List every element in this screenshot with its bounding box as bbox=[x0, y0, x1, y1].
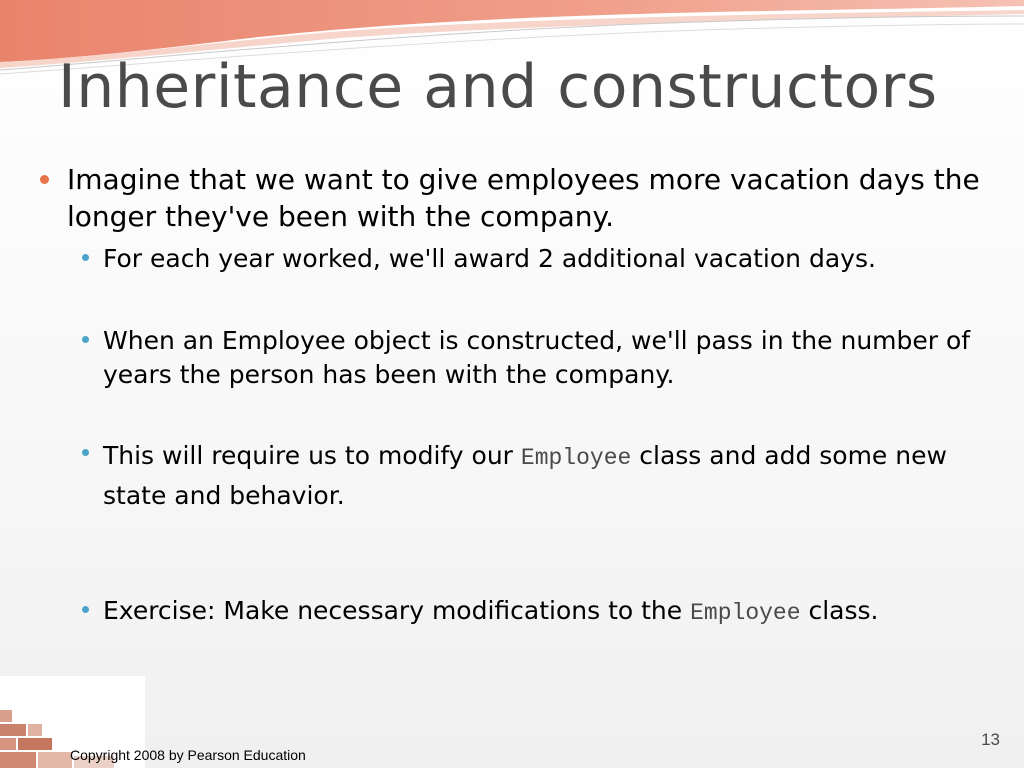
sub-bullet-text: When an Employee object is constructed, we'll pass in the number of years the person has been with the company. bbox=[103, 326, 971, 389]
sub-bullet-text bbox=[103, 594, 879, 630]
sub-bullet-constructor bbox=[82, 324, 982, 392]
sub-bullet-dot-icon bbox=[82, 606, 89, 613]
sub-bullet-text-after: class. bbox=[808, 596, 879, 625]
sub-bullet-text bbox=[103, 437, 982, 514]
sub-bullet-dot-icon bbox=[82, 336, 89, 343]
main-bullet bbox=[40, 161, 990, 235]
slide-title: Inheritance and constructors bbox=[58, 52, 938, 122]
sub-bullet-dot-icon bbox=[82, 254, 89, 261]
sub-bullet-text: For each year worked, we'll award 2 additional vacation days. bbox=[103, 244, 876, 273]
sub-bullet-text-before: This will require us to modify our bbox=[103, 441, 513, 470]
bullet-dot-icon bbox=[40, 175, 49, 184]
sub-bullet-modify-class bbox=[82, 437, 982, 514]
page-number: 13 bbox=[981, 730, 1000, 749]
sub-bullet-dot-icon bbox=[82, 449, 89, 456]
sub-bullet-text-before: Exercise: Make necessary modifications to the bbox=[103, 596, 683, 625]
code-class-name: Employee bbox=[690, 600, 801, 626]
main-bullet-text: Imagine that we want to give employees more vacation days the longer they've been with the company. bbox=[67, 163, 980, 233]
sub-bullet-exercise bbox=[82, 594, 1022, 630]
sub-bullet-vacation-days bbox=[82, 242, 1012, 276]
sub-bullet-text-after: class and add some new state and behavior. bbox=[103, 441, 947, 510]
code-class-name: Employee bbox=[520, 445, 632, 471]
copyright-text: Copyright 2008 by Pearson Education bbox=[70, 747, 306, 763]
